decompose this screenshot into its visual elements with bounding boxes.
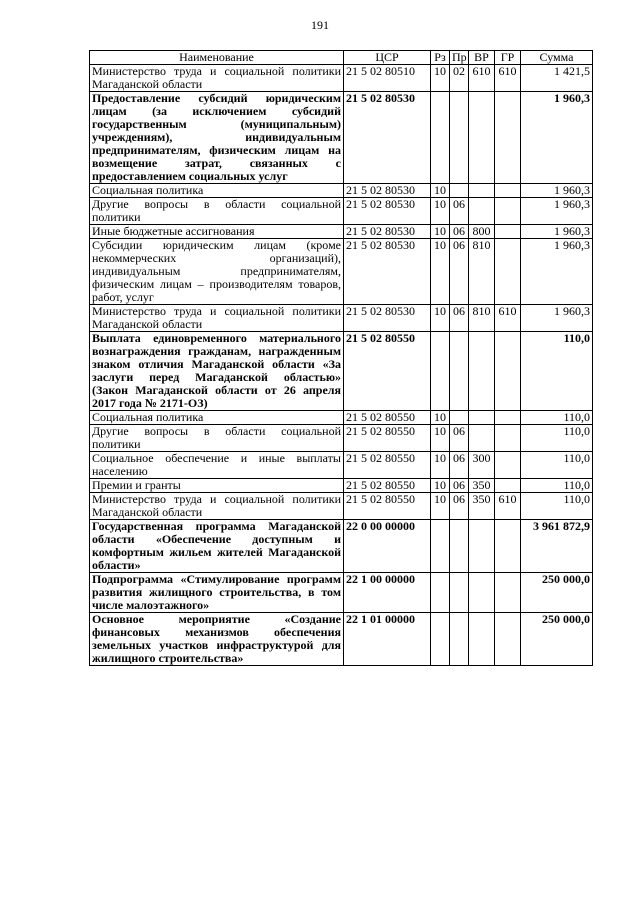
cell-gr [495, 520, 521, 573]
cell-csr: 21 5 02 80510 [344, 65, 431, 92]
cell-vr [469, 520, 495, 573]
cell-rz: 10 [431, 493, 450, 520]
cell-csr: 21 5 02 80550 [344, 452, 431, 479]
cell-csr: 21 5 02 80530 [344, 184, 431, 198]
cell-pr: 06 [450, 493, 469, 520]
cell-vr [469, 332, 495, 411]
cell-vr [469, 92, 495, 184]
cell-vr: 810 [469, 305, 495, 332]
cell-rz: 10 [431, 184, 450, 198]
cell-name: Социальная политика [90, 184, 344, 198]
cell-pr: 06 [450, 479, 469, 493]
cell-sum: 110,0 [521, 425, 593, 452]
cell-csr: 21 5 02 80550 [344, 479, 431, 493]
cell-vr: 300 [469, 452, 495, 479]
cell-sum: 250 000,0 [521, 573, 593, 613]
cell-rz: 10 [431, 239, 450, 305]
cell-pr: 06 [450, 239, 469, 305]
table-row [90, 425, 593, 452]
cell-rz: 10 [431, 198, 450, 225]
cell-gr: 610 [495, 65, 521, 92]
cell-name: Государственная программа Магаданской области «Обеспечение доступным и комфортным жильем жителей Магаданской области» [90, 520, 344, 573]
cell-rz [431, 573, 450, 613]
header-gr: ГР [495, 51, 521, 65]
cell-name: Субсидии юридическим лицам (кроме некоммерческих организаций), индивидуальным предпринимателям, физическим лицам – производителям товаров, работ, услуг [90, 239, 344, 305]
cell-sum: 1 960,3 [521, 184, 593, 198]
cell-name: Премии и гранты [90, 479, 344, 493]
cell-csr: 22 1 01 00000 [344, 613, 431, 666]
table-row [90, 452, 593, 479]
table-row [90, 332, 593, 411]
table-row [90, 92, 593, 184]
table-row [90, 305, 593, 332]
table-row [90, 65, 593, 92]
cell-gr [495, 425, 521, 452]
cell-csr: 21 5 02 80530 [344, 198, 431, 225]
cell-pr [450, 411, 469, 425]
cell-sum: 110,0 [521, 479, 593, 493]
table-row [90, 613, 593, 666]
table-row [90, 198, 593, 225]
cell-name: Министерство труда и социальной политики Магаданской области [90, 493, 344, 520]
cell-gr [495, 573, 521, 613]
cell-pr: 06 [450, 305, 469, 332]
cell-sum: 110,0 [521, 452, 593, 479]
cell-gr [495, 198, 521, 225]
cell-pr: 02 [450, 65, 469, 92]
cell-pr [450, 184, 469, 198]
table-body [90, 65, 593, 666]
cell-name: Подпрограмма «Стимулирование программ развития жилищного строительства, в том числе малоэтажного» [90, 573, 344, 613]
cell-sum: 110,0 [521, 411, 593, 425]
table-row [90, 479, 593, 493]
cell-csr: 22 0 00 00000 [344, 520, 431, 573]
header-csr: ЦСР [344, 51, 431, 65]
cell-pr: 06 [450, 225, 469, 239]
cell-pr [450, 613, 469, 666]
cell-rz [431, 332, 450, 411]
cell-sum: 1 960,3 [521, 198, 593, 225]
cell-sum: 110,0 [521, 332, 593, 411]
cell-sum: 1 960,3 [521, 305, 593, 332]
cell-gr [495, 92, 521, 184]
cell-name: Другие вопросы в области социальной политики [90, 425, 344, 452]
cell-sum: 250 000,0 [521, 613, 593, 666]
cell-sum: 1 960,3 [521, 225, 593, 239]
cell-sum: 1 421,5 [521, 65, 593, 92]
table-header-row [90, 51, 593, 65]
cell-gr [495, 239, 521, 305]
cell-rz [431, 613, 450, 666]
cell-gr [495, 613, 521, 666]
cell-rz [431, 92, 450, 184]
cell-vr [469, 184, 495, 198]
budget-table [89, 50, 593, 666]
table-row [90, 411, 593, 425]
cell-gr [495, 332, 521, 411]
cell-sum: 1 960,3 [521, 92, 593, 184]
cell-vr: 810 [469, 239, 495, 305]
cell-rz: 10 [431, 305, 450, 332]
cell-name: Социальное обеспечение и иные выплаты населению [90, 452, 344, 479]
cell-name: Министерство труда и социальной политики Магаданской области [90, 65, 344, 92]
cell-csr: 21 5 02 80530 [344, 92, 431, 184]
cell-gr [495, 225, 521, 239]
cell-vr [469, 613, 495, 666]
cell-csr: 21 5 02 80550 [344, 411, 431, 425]
table-row [90, 239, 593, 305]
cell-pr [450, 573, 469, 613]
cell-rz: 10 [431, 479, 450, 493]
cell-gr: 610 [495, 305, 521, 332]
table-row [90, 493, 593, 520]
cell-sum: 1 960,3 [521, 239, 593, 305]
table-row [90, 225, 593, 239]
cell-gr [495, 479, 521, 493]
cell-name: Основное мероприятие «Создание финансовых механизмов обеспечения земельных участков инфраструктурой для жилищного строительства» [90, 613, 344, 666]
cell-sum: 3 961 872,9 [521, 520, 593, 573]
cell-vr: 350 [469, 493, 495, 520]
header-vr: ВР [469, 51, 495, 65]
cell-rz: 10 [431, 65, 450, 92]
cell-rz: 10 [431, 225, 450, 239]
table-row [90, 184, 593, 198]
cell-vr: 800 [469, 225, 495, 239]
cell-name: Иные бюджетные ассигнования [90, 225, 344, 239]
cell-rz [431, 520, 450, 573]
table-row [90, 573, 593, 613]
header-pr: Пр [450, 51, 469, 65]
cell-pr [450, 92, 469, 184]
cell-pr [450, 332, 469, 411]
cell-pr: 06 [450, 452, 469, 479]
cell-vr [469, 425, 495, 452]
cell-gr [495, 184, 521, 198]
cell-gr [495, 452, 521, 479]
cell-csr: 21 5 02 80530 [344, 305, 431, 332]
cell-name: Другие вопросы в области социальной политики [90, 198, 344, 225]
cell-csr: 21 5 02 80530 [344, 239, 431, 305]
table-row [90, 520, 593, 573]
cell-rz: 10 [431, 411, 450, 425]
header-rz: Рз [431, 51, 450, 65]
cell-pr [450, 520, 469, 573]
cell-name: Предоставление субсидий юридическим лицам (за исключением субсидий государственным (муниципальным) учреждениям), индивидуальным предпринимателям, физическим лицам на возмещение затрат, связанных с предоставлением социальных услуг [90, 92, 344, 184]
cell-sum: 110,0 [521, 493, 593, 520]
page-number: 191 [311, 18, 329, 32]
cell-vr: 350 [469, 479, 495, 493]
cell-csr: 22 1 00 00000 [344, 573, 431, 613]
cell-vr [469, 198, 495, 225]
cell-csr: 21 5 02 80550 [344, 493, 431, 520]
cell-csr: 21 5 02 80550 [344, 332, 431, 411]
cell-gr [495, 411, 521, 425]
cell-vr [469, 411, 495, 425]
cell-pr: 06 [450, 425, 469, 452]
header-sum: Сумма [521, 51, 593, 65]
cell-name: Выплата единовременного материального вознаграждения гражданам, награжденным знаком отличия Магаданской области «За заслуги перед Магаданской областью» (Закон Магаданской области от 26 апреля 2017 года № 2171-ОЗ) [90, 332, 344, 411]
cell-rz: 10 [431, 425, 450, 452]
cell-gr: 610 [495, 493, 521, 520]
cell-pr: 06 [450, 198, 469, 225]
cell-name: Социальная политика [90, 411, 344, 425]
cell-vr [469, 573, 495, 613]
cell-csr: 21 5 02 80530 [344, 225, 431, 239]
cell-name: Министерство труда и социальной политики Магаданской области [90, 305, 344, 332]
cell-rz: 10 [431, 452, 450, 479]
header-name: Наименование [90, 51, 344, 65]
cell-vr: 610 [469, 65, 495, 92]
cell-csr: 21 5 02 80550 [344, 425, 431, 452]
